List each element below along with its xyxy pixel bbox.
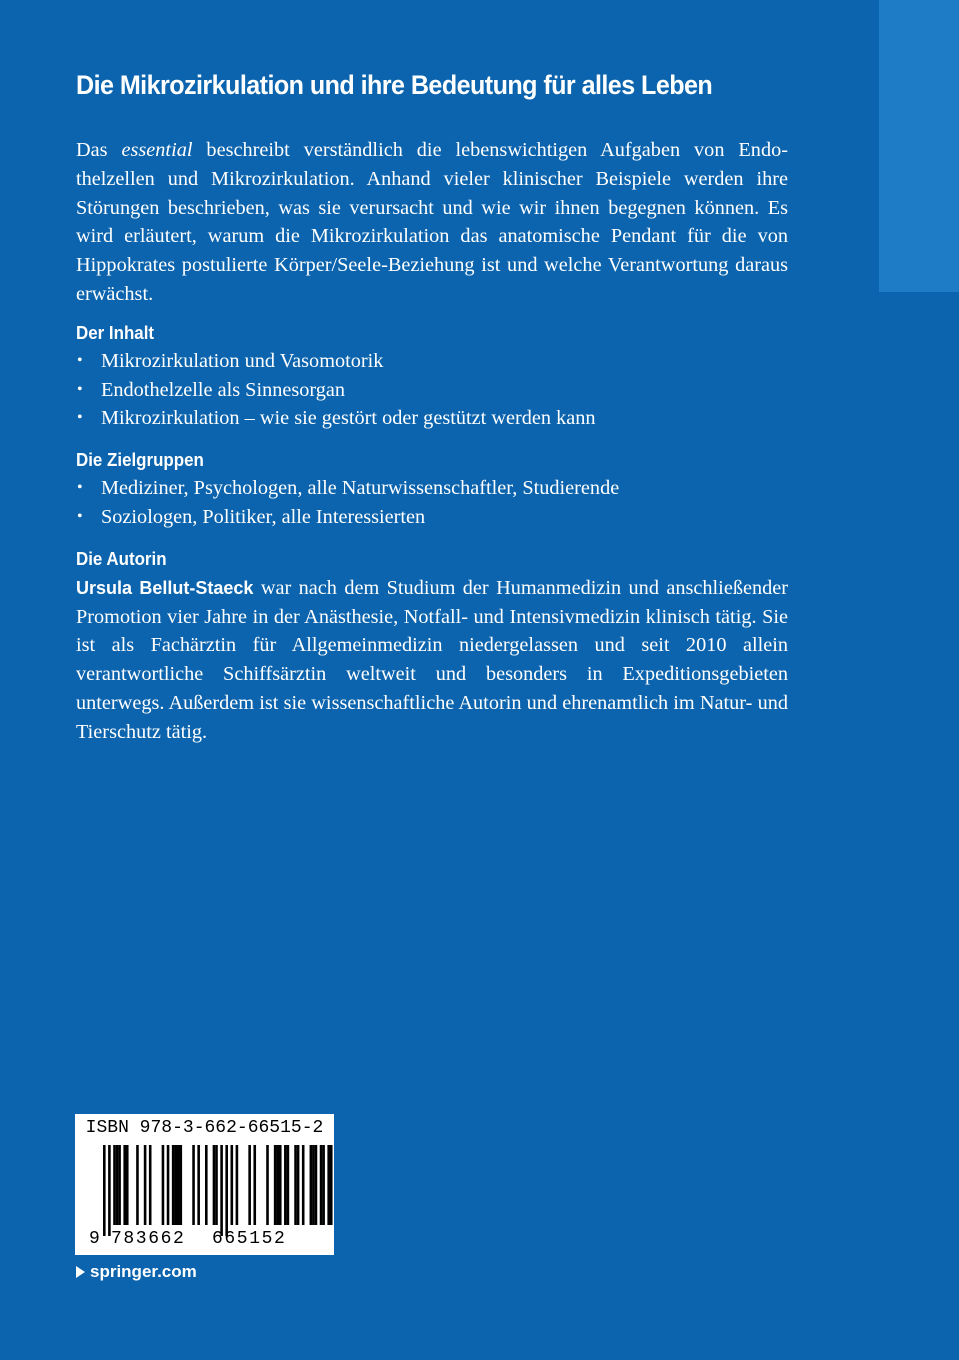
barcode-bar [315,1145,318,1225]
barcode-bar [180,1145,183,1225]
springer-link[interactable] [76,1262,197,1282]
barcode-bar [248,1145,251,1225]
barcode-bar [108,1145,111,1236]
barcode-bar [320,1145,323,1225]
section-autorin [76,546,788,747]
barcode-bar [287,1145,290,1225]
author-bio [76,574,788,747]
barcode-bar [172,1145,175,1225]
arrow-right-icon [76,1266,85,1278]
section-heading-inhalt: Der Inhalt [76,322,155,343]
isbn-barcode [75,1114,334,1255]
intro-text: beschreibt verständlich die lebenswichtigen Aufgaben von Endothelzellen und Mikrozirkulation. Anhand vieler klinischer Beispiele werden ihre Störungen beschrieben, was sie verursacht und wie wir ihnen begegnen können. Es wird erläutert, warum die Mikrozirkulation das anatomische Pendant für die von Hippokrates postulierte Körper/Seele-Beziehung ist und welche Verantwortung daraus erwächst. [76,139,788,305]
barcode-digit-lead: 9 [89,1229,100,1249]
barcode-bar [192,1145,195,1225]
barcode-bar [231,1145,234,1225]
barcode-bar [279,1145,282,1225]
barcode-bar [220,1145,223,1236]
barcode-bar [312,1145,315,1225]
intro-paragraph [76,136,788,309]
barcode-bar [284,1145,287,1225]
barcode-bar [274,1145,277,1225]
barcode-bar [327,1145,330,1225]
list-item: • Mikrozirkulation und Vasomotorik [76,347,788,376]
section-zielgruppen [76,447,788,532]
barcode-bar [213,1145,216,1225]
list-item: • Mikrozirkulation – wie sie gestört oder gestützt werden kann [76,404,788,433]
barcode-bar [266,1145,269,1225]
barcode-bar [118,1145,121,1225]
barcode-bar [103,1145,106,1236]
barcode-bar [330,1145,333,1225]
barcode-bar [294,1145,297,1225]
list-item: • Soziologen, Politiker, alle Interessierten [76,503,788,532]
back-cover-content [76,136,788,747]
barcode-bar [126,1145,129,1225]
barcode-bar [253,1145,256,1225]
barcode-digits-right: 665152 [212,1229,287,1249]
side-tab [879,0,959,292]
zielgruppen-list [76,474,788,532]
barcode-bar [236,1145,239,1225]
barcode-bar [215,1145,218,1225]
barcode-bar [136,1145,139,1225]
intro-prefix: Das [76,139,122,161]
barcode-bar [297,1145,300,1225]
barcode-digits [75,1229,334,1251]
book-title: Die Mikrozirkulation und ihre Bedeutung für alles Leben [76,70,713,100]
barcode-bar [113,1145,116,1225]
list-item: • Endothelzelle als Sinnesorgan [76,376,788,405]
barcode-bar [302,1145,305,1225]
barcode-bar [116,1145,119,1225]
section-heading-autorin: Die Autorin [76,548,167,569]
section-heading-zielgruppen: Die Zielgruppen [76,450,204,471]
barcode-bar [177,1145,180,1225]
isbn-label: ISBN 978-3-662-66515-2 [85,1118,324,1138]
barcode-digits-left: 783662 [111,1229,186,1249]
barcode-bar [205,1145,208,1225]
springer-link-text: springer.com [90,1262,197,1281]
intro-emphasis: essential [121,139,193,161]
author-name: Ursula Bellut-Staeck [76,577,254,598]
section-inhalt [76,320,788,433]
barcode-bar [322,1145,325,1225]
barcode-bar [174,1145,177,1225]
barcode-bar [310,1145,313,1225]
barcode-bar [276,1145,279,1225]
barcode-bar [123,1145,126,1225]
barcode-bar [167,1145,170,1225]
list-item: • Mediziner, Psychologen, alle Naturwissenschaftler, Studierende [76,474,788,503]
barcode-bar [162,1145,165,1225]
inhalt-list [76,347,788,433]
barcode-bar [225,1145,228,1236]
barcode-bar [144,1145,147,1225]
barcode-bar [149,1145,152,1225]
barcode-bar [197,1145,200,1225]
author-bio-text: war nach dem Studium der Humanmedizin und anschließender Promotion vier Jahre in der Anästhesie, Notfall- und Intensivmedizin klinisch tätig. Sie ist als Fachärztin für Allgemeinmedizin niedergelassen und seit 2010 allein verantwortliche Schiffsärztin weltweit und besonders in Expeditionsgebieten unterwegs. Außerdem ist sie wissenschaftliche Autorin und ehrenamtlich im Natur- und Tierschutz tätig. [76,576,788,743]
